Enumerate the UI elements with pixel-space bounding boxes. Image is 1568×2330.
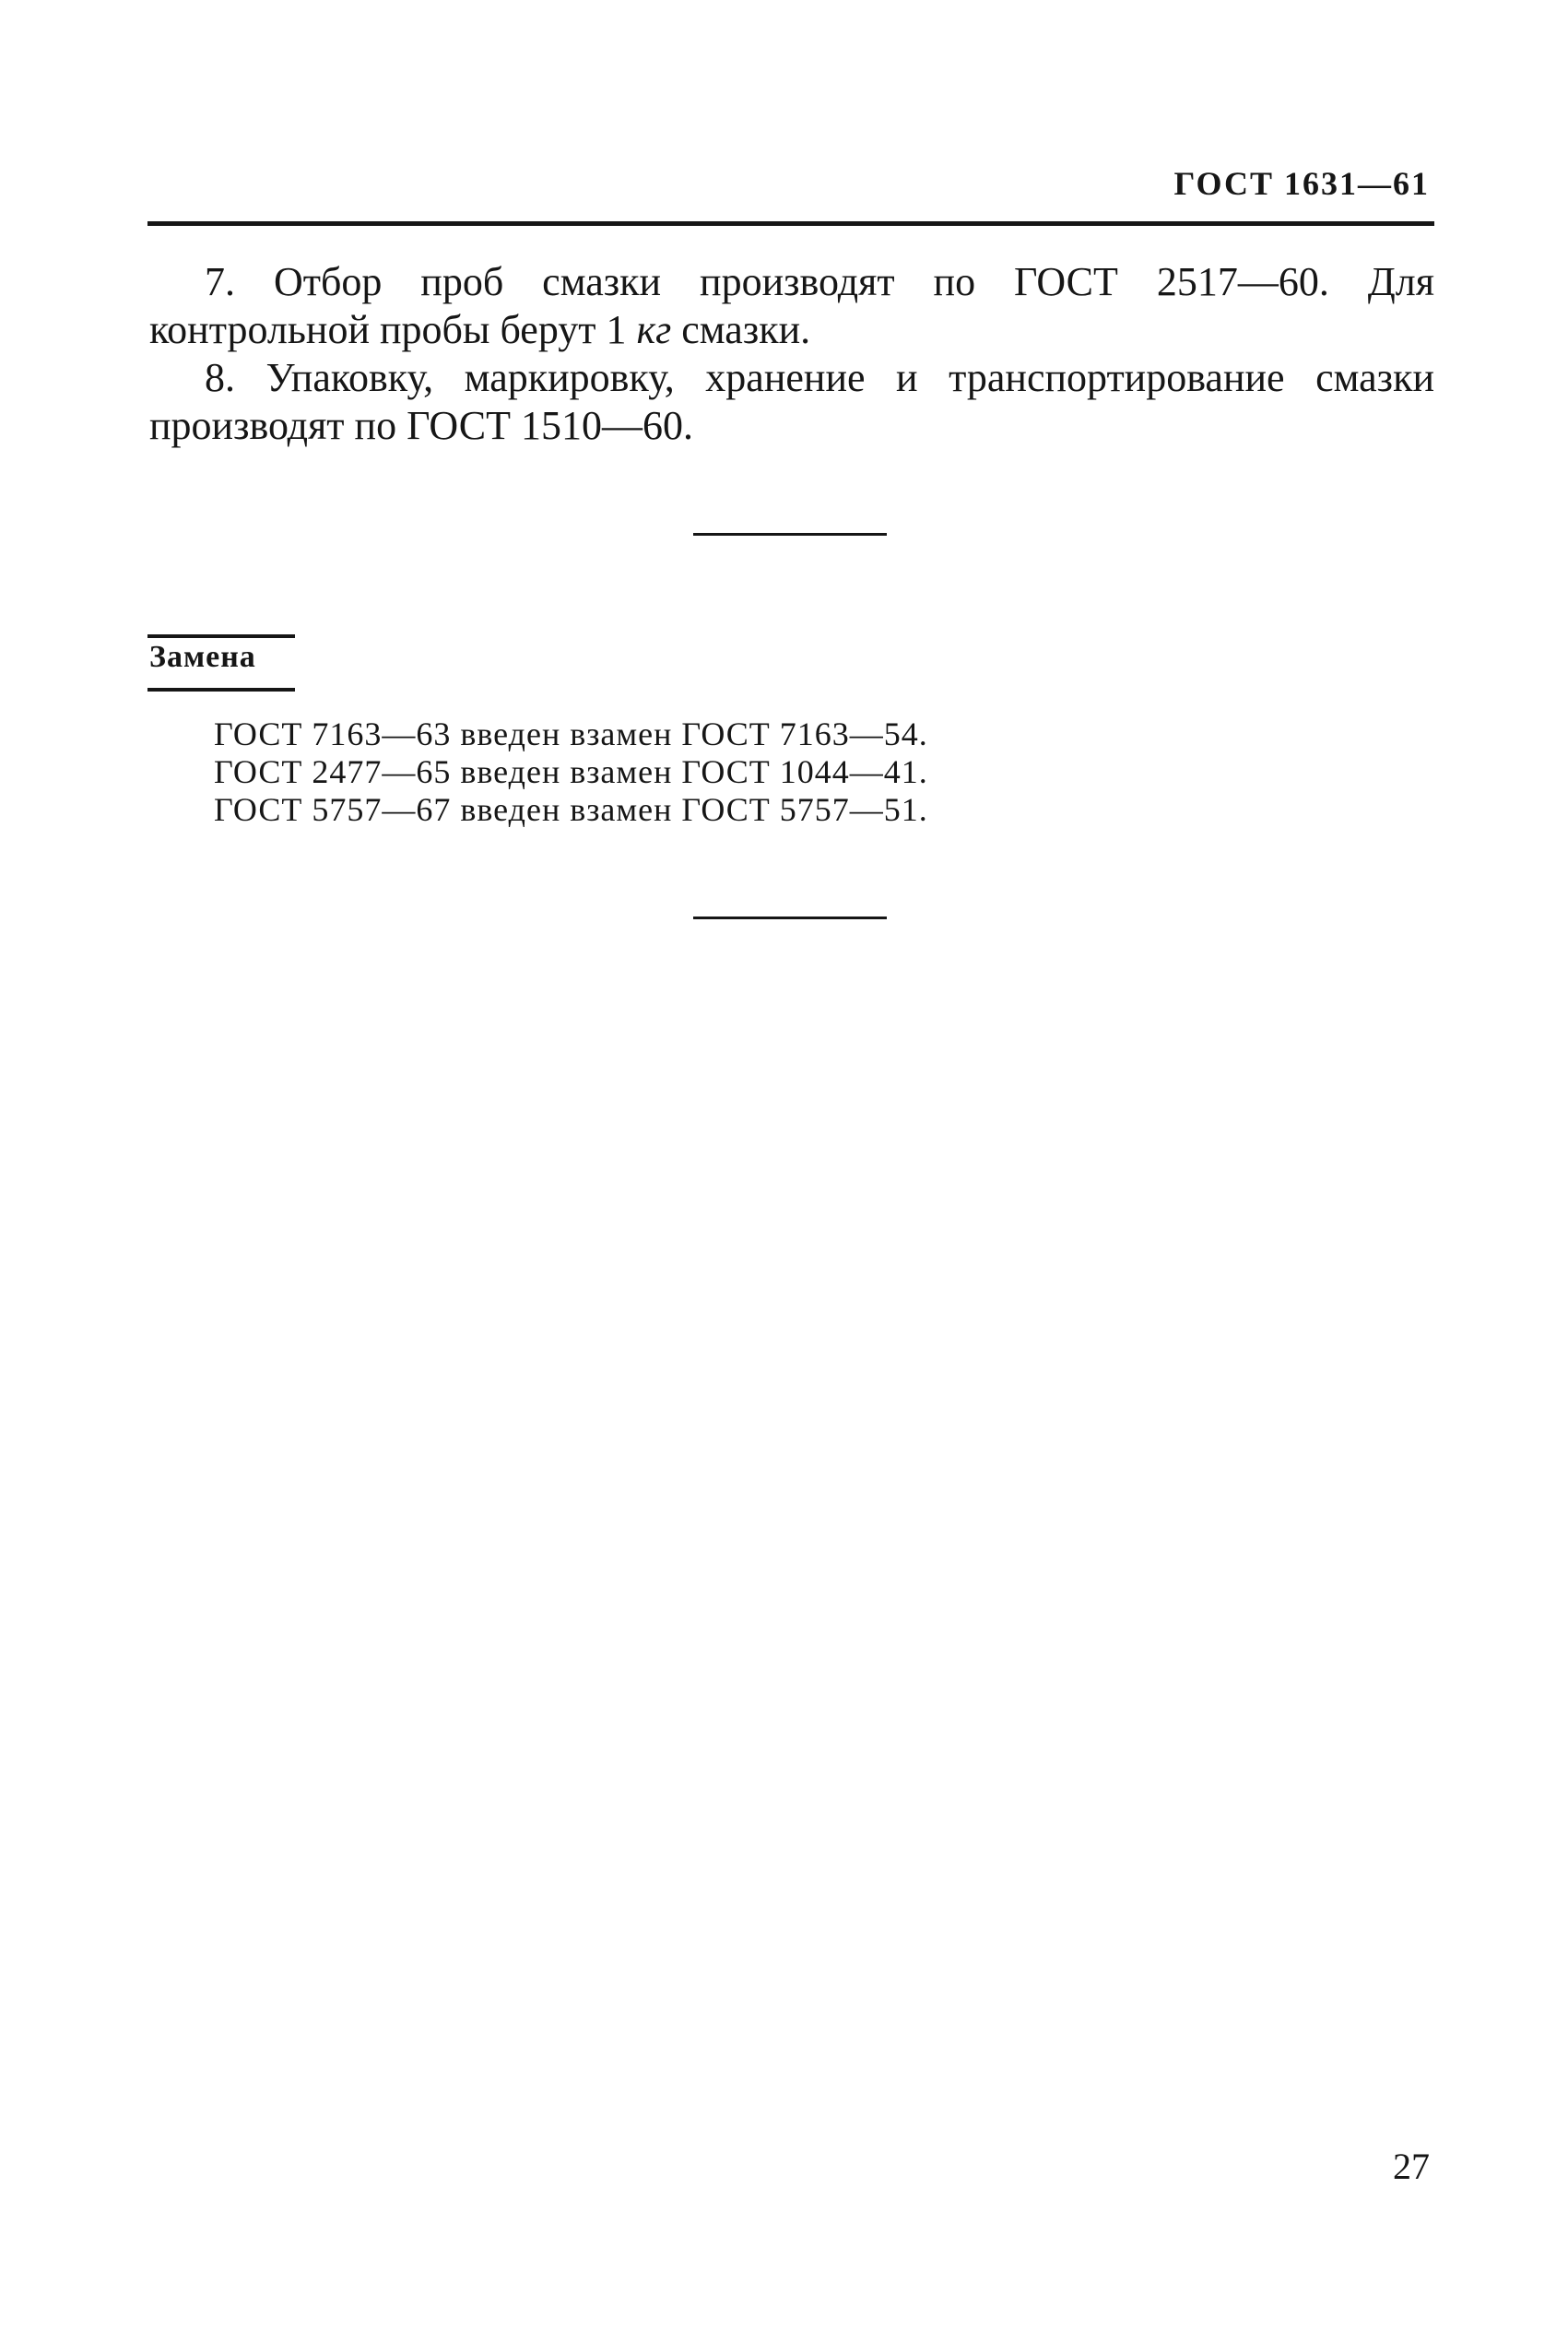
end-separator xyxy=(693,917,887,919)
paragraph-7 xyxy=(149,258,1434,354)
section-separator xyxy=(693,533,887,536)
replacement-title-rule-bottom xyxy=(147,688,295,692)
replacement-section-title: Замена xyxy=(149,640,256,674)
body-text xyxy=(149,258,1434,450)
paragraph-text: Отбор проб смазки производят по ГОСТ 2517—60. Для контрольной пробы берут 1 xyxy=(149,259,1434,352)
unit-kg: кг xyxy=(636,307,672,352)
paragraph-number: 8. xyxy=(205,355,235,400)
paragraph-text: Упаковку, маркировку, хранение и транспортирование смазки производят по ГОСТ 1510—60. xyxy=(149,355,1434,448)
paragraph-text-end: смазки. xyxy=(671,307,811,352)
standard-header-title: ГОСТ 1631—61 xyxy=(1173,165,1430,202)
replacement-list xyxy=(214,716,928,829)
paragraph-8 xyxy=(149,354,1434,450)
replacement-title-rule-top xyxy=(147,634,295,638)
header-rule xyxy=(147,221,1434,226)
page-number: 27 xyxy=(1393,2146,1430,2187)
replacement-line: ГОСТ 2477—65 введен взамен ГОСТ 1044—41. xyxy=(214,753,928,790)
replacement-line: ГОСТ 5757—67 введен взамен ГОСТ 5757—51. xyxy=(214,791,928,828)
paragraph-number: 7. xyxy=(205,259,235,304)
replacement-line: ГОСТ 7163—63 введен взамен ГОСТ 7163—54. xyxy=(214,716,928,752)
